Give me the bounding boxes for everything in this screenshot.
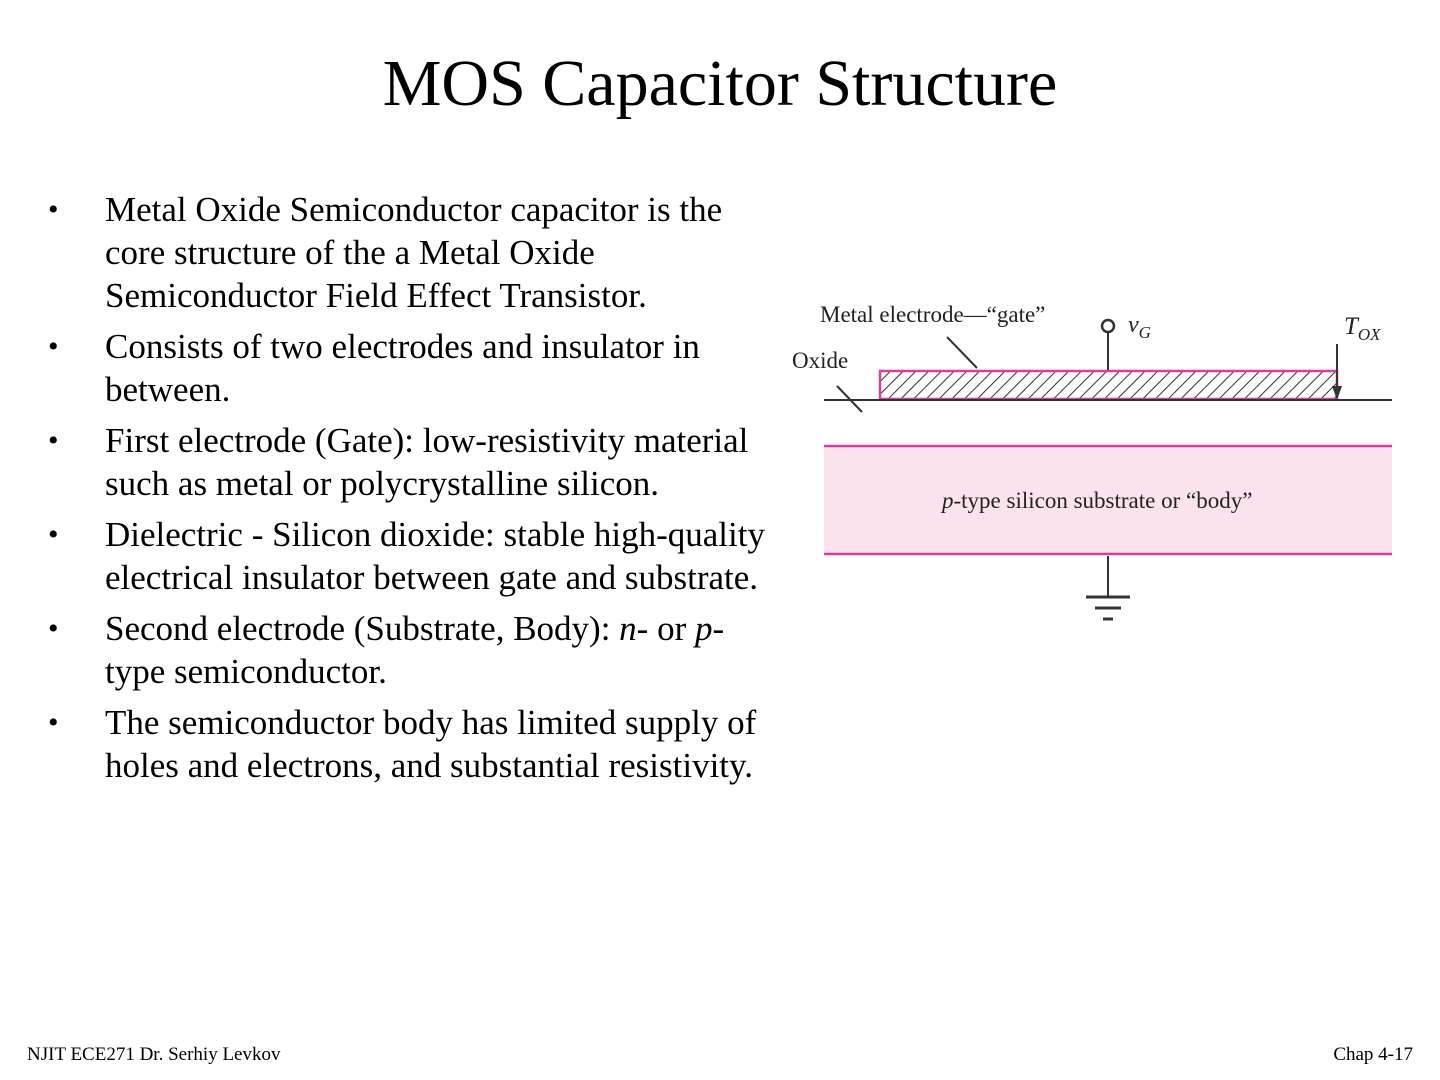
ground-icon	[1086, 597, 1130, 619]
bullet-text: n	[619, 609, 637, 648]
bullet-text: Consists of two electrodes and insulator in between.	[105, 327, 700, 409]
bullet-text: - or	[636, 609, 695, 648]
bullet-list	[48, 188, 768, 795]
vg-label: $v_G$	[1128, 312, 1151, 342]
bullet-dot-icon: •	[48, 424, 59, 457]
bullet-item	[48, 419, 768, 505]
bullet-item	[48, 701, 768, 787]
bullet-text: Dielectric - Silicon dioxide: stable high-quality electrical insulator between gate and substrate.	[105, 515, 765, 597]
bullet-dot-icon: •	[48, 518, 59, 551]
bullet-dot-icon: •	[48, 330, 59, 363]
bullet-item	[48, 513, 768, 599]
tox-label: $T_{OX}$	[1344, 313, 1381, 344]
mos-capacitor-diagram	[780, 290, 1400, 640]
metal-electrode-label: Metal electrode—“gate”	[820, 302, 1046, 327]
footer-page-number: Chap 4-17	[1333, 1044, 1413, 1065]
bullet-item	[48, 188, 768, 317]
bullet-item	[48, 607, 768, 693]
gate-electrode	[880, 371, 1337, 399]
bullet-dot-icon: •	[48, 193, 59, 226]
gate-leader-line	[947, 337, 977, 368]
bullet-text: -type semiconductor.	[105, 609, 725, 691]
bullet-dot-icon: •	[48, 612, 59, 645]
gate-terminal-icon	[1102, 320, 1114, 332]
bullet-dot-icon: •	[48, 706, 59, 739]
bullet-text: The semiconductor body has limited supply of holes and electrons, and substantial resistivity.	[105, 703, 757, 785]
bullet-text: First electrode (Gate): low-resistivity material such as metal or polycrystalline silicon.	[105, 421, 749, 503]
footer-course-info: NJIT ECE271 Dr. Serhiy Levkov	[27, 1044, 281, 1065]
bullet-text: p	[694, 609, 713, 648]
bullet-item	[48, 325, 768, 411]
bullet-text: Second electrode (Substrate, Body):	[105, 609, 620, 648]
bullet-text: Metal Oxide Semiconductor capacitor is the core structure of the a Metal Oxide Semiconductor Field Effect Transistor.	[105, 190, 723, 315]
oxide-label: Oxide	[792, 348, 849, 373]
slide-title: MOS Capacitor Structure	[382, 47, 1058, 120]
substrate-label: p-type silicon substrate or “body”	[942, 488, 1253, 513]
